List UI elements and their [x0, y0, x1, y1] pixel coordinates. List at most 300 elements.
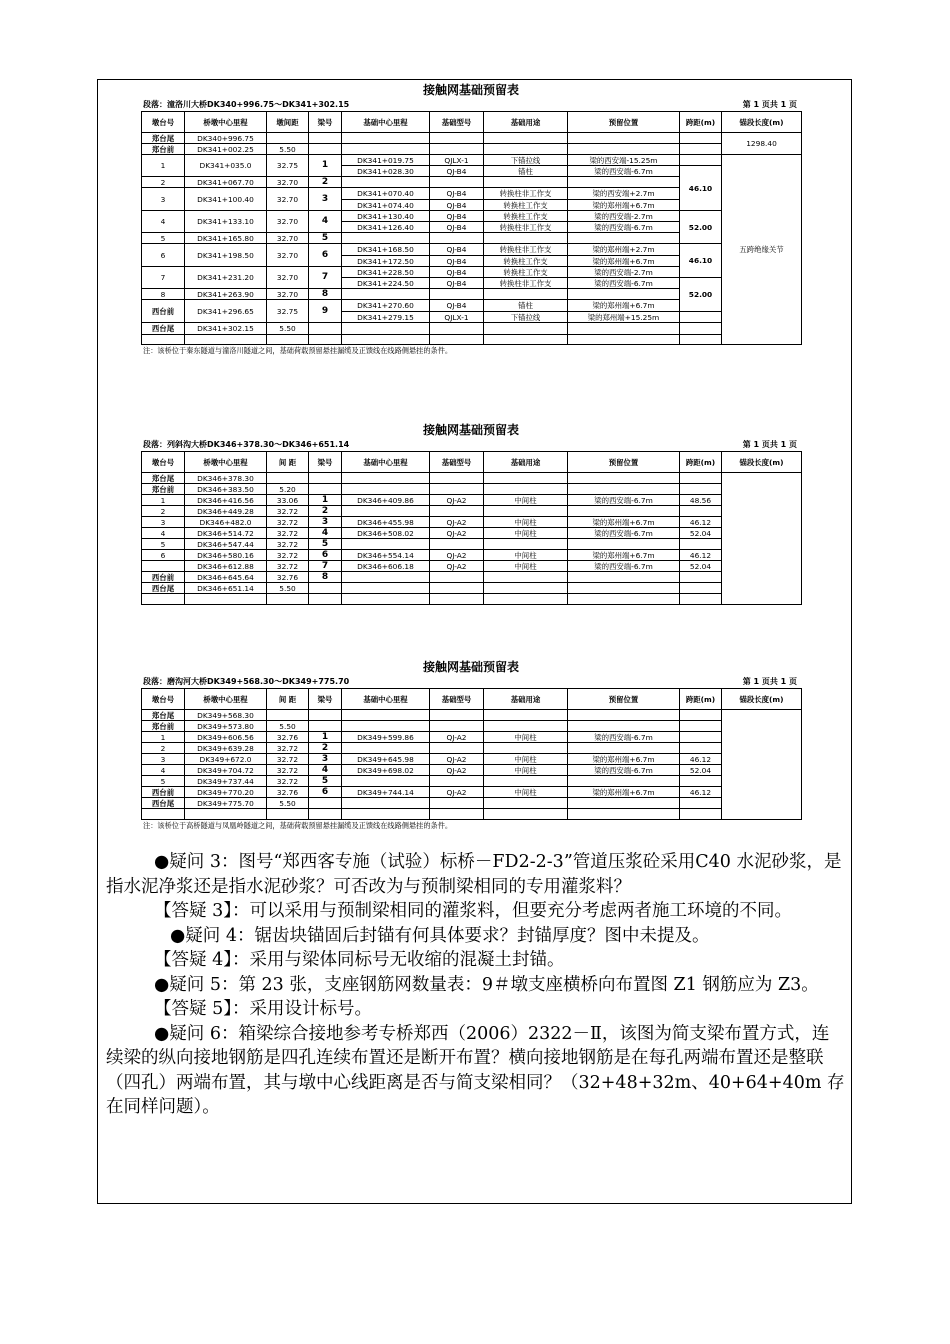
- cell: 2: [142, 177, 185, 188]
- cell: 梁的郑州端+6.7m: [568, 550, 680, 561]
- cell: 5.50: [267, 798, 309, 809]
- cell: QJ-A2: [430, 765, 484, 776]
- question-4: ●疑问 4：锯齿块锚固后封锚有何具体要求？封锚厚度？图中未提及。: [170, 925, 710, 946]
- cell: 梁的郑州端+6.7m: [568, 200, 680, 211]
- page-label: 第 1 页共 1 页: [742, 100, 797, 109]
- cell: 32.70: [267, 211, 309, 233]
- cell: [680, 506, 722, 517]
- cell: 32.72: [267, 765, 309, 776]
- table-row: [142, 572, 802, 583]
- cell: [484, 473, 568, 484]
- cell: 西台尾: [142, 583, 185, 594]
- cell: 4: [309, 528, 342, 539]
- cell: QJ-A2: [430, 561, 484, 572]
- cell: 46.10: [680, 244, 722, 278]
- table-row: [142, 787, 802, 798]
- cell: 西台尾: [142, 798, 185, 809]
- cell: [342, 583, 430, 594]
- cell: QJ-B4: [430, 267, 484, 278]
- cell: 下锚拉线: [484, 155, 568, 166]
- cell: QJ-A2: [430, 517, 484, 528]
- cell: 1: [142, 155, 185, 177]
- cell: [430, 539, 484, 550]
- cell: 梁的西安端-6.7m: [568, 166, 680, 177]
- cell: 5.20: [267, 484, 309, 495]
- cell: 转换柱工作支: [484, 267, 568, 278]
- cell: 中间柱: [484, 550, 568, 561]
- cell: DK349+704.72: [185, 765, 267, 776]
- cell: DK349+744.14: [342, 787, 430, 798]
- cell: [680, 473, 722, 484]
- cell: 梁的西安端-2.7m: [568, 211, 680, 222]
- cell: 中间柱: [484, 787, 568, 798]
- cell: QJ-B4: [430, 222, 484, 233]
- cell: 梁的西安端-6.7m: [568, 765, 680, 776]
- cell: 5: [142, 233, 185, 244]
- cell: 梁的西安端-6.7m: [568, 528, 680, 539]
- answer-5: 【答疑 5】：采用设计标号。: [154, 999, 372, 1019]
- cell: DK346+378.30: [185, 473, 267, 484]
- cell: 梁的西安端-6.7m: [568, 222, 680, 233]
- cell: DK346+645.64: [185, 572, 267, 583]
- cell: 3: [309, 188, 342, 211]
- cell: DK349+737.44: [185, 776, 267, 787]
- col-header: 预留位置: [568, 452, 680, 473]
- cell: 中间柱: [484, 765, 568, 776]
- cell: 1: [309, 155, 342, 177]
- table-row: [142, 539, 802, 550]
- cell: [309, 710, 342, 721]
- anchor-cell: [722, 710, 802, 820]
- cell: [484, 798, 568, 809]
- table-row: [142, 798, 802, 809]
- table-row: [142, 561, 802, 572]
- cell: [484, 583, 568, 594]
- cell: 32.72: [267, 517, 309, 528]
- cell: QJ-A2: [430, 550, 484, 561]
- cell: DK341+067.70: [185, 177, 267, 188]
- cell: [568, 798, 680, 809]
- cell: [568, 484, 680, 495]
- cell: DK349+770.20: [185, 787, 267, 798]
- cell: [680, 710, 722, 721]
- col-header: 墩台号: [142, 452, 185, 473]
- col-header: 间 距: [267, 689, 309, 710]
- cell: DK346+455.98: [342, 517, 430, 528]
- cell: DK341+231.20: [185, 267, 267, 289]
- cell: DK341+165.80: [185, 233, 267, 244]
- col-header: 桥墩中心里程: [185, 452, 267, 473]
- cell: [484, 721, 568, 732]
- cell: [680, 484, 722, 495]
- cell: 中间柱: [484, 561, 568, 572]
- cell: DK341+019.75: [342, 155, 430, 166]
- cell: [484, 743, 568, 754]
- cell: DK341+100.40: [185, 188, 267, 211]
- cell: DK341+035.0: [185, 155, 267, 177]
- cell: 46.12: [680, 787, 722, 798]
- cell: 4: [309, 211, 342, 233]
- cell: DK349+698.02: [342, 765, 430, 776]
- cell: 转换柱工作支: [484, 200, 568, 211]
- cell: 52.00: [680, 278, 722, 312]
- cell: 32.70: [267, 289, 309, 300]
- col-header: 跨距(m): [680, 452, 722, 473]
- cell: [680, 583, 722, 594]
- cell: 2: [309, 177, 342, 188]
- cell: 5.50: [267, 721, 309, 732]
- cell: [680, 732, 722, 743]
- cell: 5: [142, 776, 185, 787]
- cell: 8: [309, 289, 342, 300]
- cell: [568, 710, 680, 721]
- cell: DK349+645.98: [342, 754, 430, 765]
- cell: DK346+612.88: [185, 561, 267, 572]
- cell: 46.10: [680, 166, 722, 211]
- cell: [342, 484, 430, 495]
- table-row: [142, 809, 802, 820]
- cell: 32.70: [267, 244, 309, 267]
- cell: [680, 721, 722, 732]
- cell: 转换柱非工作支: [484, 222, 568, 233]
- cell: DK346+514.72: [185, 528, 267, 539]
- table-note: 注：该桥位于秦东隧道与潼洛川隧道之间，基础荷载预留悬挂漏缆及正馈线在线路侧悬挂的条件。: [143, 346, 453, 355]
- cell: DK349+606.56: [185, 732, 267, 743]
- cell: QJ-A2: [430, 787, 484, 798]
- table-row: [142, 550, 802, 561]
- cell: 中间柱: [484, 495, 568, 506]
- section-label: 段落：潼洛川大桥DK340+996.75～DK341+302.15: [143, 100, 350, 109]
- cell: [342, 506, 430, 517]
- cell: 4: [142, 211, 185, 233]
- cell: [430, 710, 484, 721]
- cell: 52.00: [680, 211, 722, 244]
- cell: DK349+573.80: [185, 721, 267, 732]
- cell: DK341+302.15: [185, 323, 267, 335]
- table-note: 注：该桥位于高桥隧道与凤凰岭隧道之间，基础荷载预留悬挂漏缆及正馈线在线路侧悬挂的条件。: [143, 821, 453, 830]
- table-row: [142, 528, 802, 539]
- cell: 6: [309, 787, 342, 798]
- cell: [568, 776, 680, 787]
- cell: 3: [142, 754, 185, 765]
- cell: 锚柱: [484, 166, 568, 177]
- cell: 8: [142, 289, 185, 300]
- table-block-2: [141, 421, 801, 605]
- cell: DK341+263.90: [185, 289, 267, 300]
- cell: QJ-B4: [430, 256, 484, 267]
- cell: [484, 484, 568, 495]
- col-header: 间 距: [267, 452, 309, 473]
- cell: 5.50: [267, 583, 309, 594]
- cell: DK346+580.16: [185, 550, 267, 561]
- cell: 32.76: [267, 787, 309, 798]
- cell: [568, 539, 680, 550]
- cell: 1: [309, 732, 342, 743]
- table-row: [142, 517, 802, 528]
- section-label: 段落：列斜沟大桥DK346+378.30～DK346+651.14: [143, 440, 350, 449]
- col-header: 梁号: [309, 452, 342, 473]
- cell: 32.70: [267, 267, 309, 289]
- cell: [342, 473, 430, 484]
- cell: 3: [309, 517, 342, 528]
- cell: 转换柱工作支: [484, 256, 568, 267]
- cell: DK346+416.56: [185, 495, 267, 506]
- col-header: 墩间距: [267, 112, 309, 133]
- cell: DK346+508.02: [342, 528, 430, 539]
- cell: [342, 743, 430, 754]
- col-header: 墩台号: [142, 689, 185, 710]
- cell: 6: [142, 244, 185, 267]
- cell: 32.76: [267, 572, 309, 583]
- cell: [430, 721, 484, 732]
- col-header: 基础型号: [430, 689, 484, 710]
- col-header: 预留位置: [568, 689, 680, 710]
- col-header: 基础型号: [430, 452, 484, 473]
- cell: 32.72: [267, 528, 309, 539]
- cell: DK346+651.14: [185, 583, 267, 594]
- cell: 32.75: [267, 300, 309, 323]
- cell: 中间柱: [484, 732, 568, 743]
- cell: 郑台尾: [142, 133, 185, 144]
- cell: DK341+130.40: [342, 211, 430, 222]
- cell: DK341+028.30: [342, 166, 430, 177]
- cell: [267, 473, 309, 484]
- cell: 52.04: [680, 561, 722, 572]
- cell: 梁的西安端-15.25m: [568, 155, 680, 166]
- cell: [568, 721, 680, 732]
- cell: 32.72: [267, 550, 309, 561]
- cell: [267, 710, 309, 721]
- cell: 5: [309, 233, 342, 244]
- cell: QJLX-1: [430, 155, 484, 166]
- cell: DK341+296.65: [185, 300, 267, 323]
- table-title: 接触网基础预留表: [422, 83, 519, 97]
- question-6: ●疑问 6：箱梁综合接地参考专桥郑西（2006）2322－Ⅱ，该图为简支梁布置方式，连续梁的纵向接地钢筋是四孔连续布置还是断开布置？横向接地钢筋是在每孔两端布置还是整联（四孔）两端布置，其与墩中心线距离是否与简支梁相同？（32+48+32m、40+64+40m 存在同样问题）。: [106, 1023, 845, 1117]
- cell: 梁的西安端-2.7m: [568, 267, 680, 278]
- cell: 梁的郑州端+6.7m: [568, 754, 680, 765]
- col-header: 基础用途: [484, 689, 568, 710]
- cell: QJLX-1: [430, 312, 484, 323]
- cell: [680, 572, 722, 583]
- cell: 郑台尾: [142, 473, 185, 484]
- cell: 4: [142, 765, 185, 776]
- cell: QJ-B4: [430, 211, 484, 222]
- cell: 郑台前: [142, 721, 185, 732]
- cell: 中间柱: [484, 528, 568, 539]
- cell: 1: [142, 495, 185, 506]
- qa-section: [106, 850, 846, 1120]
- table-row: [142, 506, 802, 517]
- col-header: 基础用途: [484, 112, 568, 133]
- cell: DK346+606.18: [342, 561, 430, 572]
- cell: DK341+279.15: [342, 312, 430, 323]
- cell: 3: [142, 517, 185, 528]
- cell: 转换柱工作支: [484, 211, 568, 222]
- reserve-table-3: [141, 688, 802, 820]
- cell: 32.72: [267, 561, 309, 572]
- cell: DK349+775.70: [185, 798, 267, 809]
- cell: [430, 743, 484, 754]
- col-header: 墩台号: [142, 112, 185, 133]
- cell: [309, 798, 342, 809]
- cell: 4: [309, 765, 342, 776]
- cell: 郑台前: [142, 144, 185, 155]
- col-header: 桥墩中心里程: [185, 112, 267, 133]
- cell: 转换柱非工作支: [484, 278, 568, 289]
- cell: QJ-B4: [430, 166, 484, 177]
- col-header: 锚段长度(m): [722, 689, 802, 710]
- cell: [342, 710, 430, 721]
- cell: QJ-B4: [430, 200, 484, 211]
- col-header: 梁号: [309, 112, 342, 133]
- cell: [342, 572, 430, 583]
- cell: 32.72: [267, 776, 309, 787]
- cell: 梁的郑州端+6.7m: [568, 517, 680, 528]
- cell: 西台前: [142, 572, 185, 583]
- col-header: 锚段长度(m): [722, 112, 802, 133]
- cell: 锚柱: [484, 300, 568, 312]
- cell: [680, 743, 722, 754]
- cell: 1: [309, 495, 342, 506]
- cell: 5.50: [267, 323, 309, 335]
- table-row: [142, 594, 802, 605]
- cell: 西台前: [142, 787, 185, 798]
- cell: DK346+547.44: [185, 539, 267, 550]
- col-header: 桥墩中心里程: [185, 689, 267, 710]
- cell: 7: [309, 561, 342, 572]
- cell: 梁的郑州端+6.7m: [568, 787, 680, 798]
- cell: 6: [309, 244, 342, 267]
- cell: [568, 473, 680, 484]
- cell: QJ-A2: [430, 528, 484, 539]
- cell: 32.76: [267, 732, 309, 743]
- cell: 1298.40: [722, 133, 802, 155]
- cell: [430, 473, 484, 484]
- table-row: [142, 743, 802, 754]
- cell: [309, 484, 342, 495]
- anchor-cell: [722, 473, 802, 605]
- table-row: [142, 495, 802, 506]
- cell: 梁的郑州端+15.25m: [568, 312, 680, 323]
- cell: DK346+482.0: [185, 517, 267, 528]
- cell: 46.12: [680, 754, 722, 765]
- cell: DK340+996.75: [185, 133, 267, 144]
- cell: 中间柱: [484, 517, 568, 528]
- cell: 48.56: [680, 495, 722, 506]
- col-header: 预留位置: [568, 112, 680, 133]
- cell: 西台前: [142, 300, 185, 323]
- table-row: [142, 710, 802, 721]
- table-row: [142, 776, 802, 787]
- cell: DK346+409.86: [342, 495, 430, 506]
- cell: 4: [142, 528, 185, 539]
- cell: 中间柱: [484, 754, 568, 765]
- cell: [309, 721, 342, 732]
- cell: 2: [142, 743, 185, 754]
- table-block-3: [141, 658, 801, 832]
- cell: DK341+126.40: [342, 222, 430, 233]
- col-header: 跨距(m): [680, 689, 722, 710]
- cell: DK341+070.40: [342, 188, 430, 200]
- cell: 西台尾: [142, 323, 185, 335]
- cell: 32.75: [267, 155, 309, 177]
- cell: 7: [309, 267, 342, 289]
- cell: [430, 583, 484, 594]
- cell: 郑台尾: [142, 710, 185, 721]
- cell: 转换柱非工作支: [484, 244, 568, 256]
- cell: 郑台前: [142, 484, 185, 495]
- cell: 32.72: [267, 754, 309, 765]
- cell: DK349+672.0: [185, 754, 267, 765]
- cell: 3: [309, 754, 342, 765]
- cell: DK346+554.14: [342, 550, 430, 561]
- table-row: [142, 721, 802, 732]
- cell: QJ-A2: [430, 495, 484, 506]
- cell: 5: [142, 539, 185, 550]
- table-row: [142, 732, 802, 743]
- cell: 5: [309, 539, 342, 550]
- col-header: 基础中心里程: [342, 112, 430, 133]
- cell: 5: [309, 776, 342, 787]
- cell: 梁的西安端-6.7m: [568, 495, 680, 506]
- table-row: [142, 754, 802, 765]
- cell: 梁的西安端-6.7m: [568, 732, 680, 743]
- cell: [430, 776, 484, 787]
- cell: 32.72: [267, 539, 309, 550]
- cell: [430, 506, 484, 517]
- cell: [430, 798, 484, 809]
- cell: [430, 484, 484, 495]
- cell: 52.04: [680, 765, 722, 776]
- cell: 32.70: [267, 188, 309, 211]
- cell: DK346+383.50: [185, 484, 267, 495]
- cell: DK341+074.40: [342, 200, 430, 211]
- cell: [484, 776, 568, 787]
- cell: DK341+133.10: [185, 211, 267, 233]
- question-3: ●疑问 3：图号“郑西客专施（试验）标桥－FD2-2-3”管道压浆砼采用C40 水泥砂浆，是指水泥净浆还是指水泥砂浆？可否改为与预制梁相同的专用灌浆料？: [106, 852, 842, 897]
- table-title: 接触网基础预留表: [422, 660, 519, 674]
- cell: [484, 710, 568, 721]
- cell: DK346+449.28: [185, 506, 267, 517]
- cell: [484, 506, 568, 517]
- col-header: 跨距(m): [680, 112, 722, 133]
- cell: 5.50: [267, 144, 309, 155]
- cell: 7: [142, 267, 185, 289]
- table-row: [142, 484, 802, 495]
- cell: 32.72: [267, 743, 309, 754]
- col-header: 基础型号: [430, 112, 484, 133]
- cell: 52.04: [680, 528, 722, 539]
- cell: 6: [142, 550, 185, 561]
- cell: [342, 539, 430, 550]
- cell: [484, 572, 568, 583]
- cell: 2: [142, 506, 185, 517]
- cell: 33.06: [267, 495, 309, 506]
- table-block-1: [141, 81, 801, 357]
- cell: 五跨绝缘关节: [722, 155, 802, 345]
- table-row: [142, 765, 802, 776]
- cell: QJ-B4: [430, 188, 484, 200]
- cell: DK341+228.50: [342, 267, 430, 278]
- page-label: 第 1 页共 1 页: [742, 440, 797, 449]
- cell: 9: [309, 300, 342, 323]
- cell: 32.70: [267, 177, 309, 188]
- reserve-table-2: [141, 451, 802, 605]
- cell: DK341+270.60: [342, 300, 430, 312]
- cell: [568, 583, 680, 594]
- cell: [309, 583, 342, 594]
- col-header: 基础中心里程: [342, 452, 430, 473]
